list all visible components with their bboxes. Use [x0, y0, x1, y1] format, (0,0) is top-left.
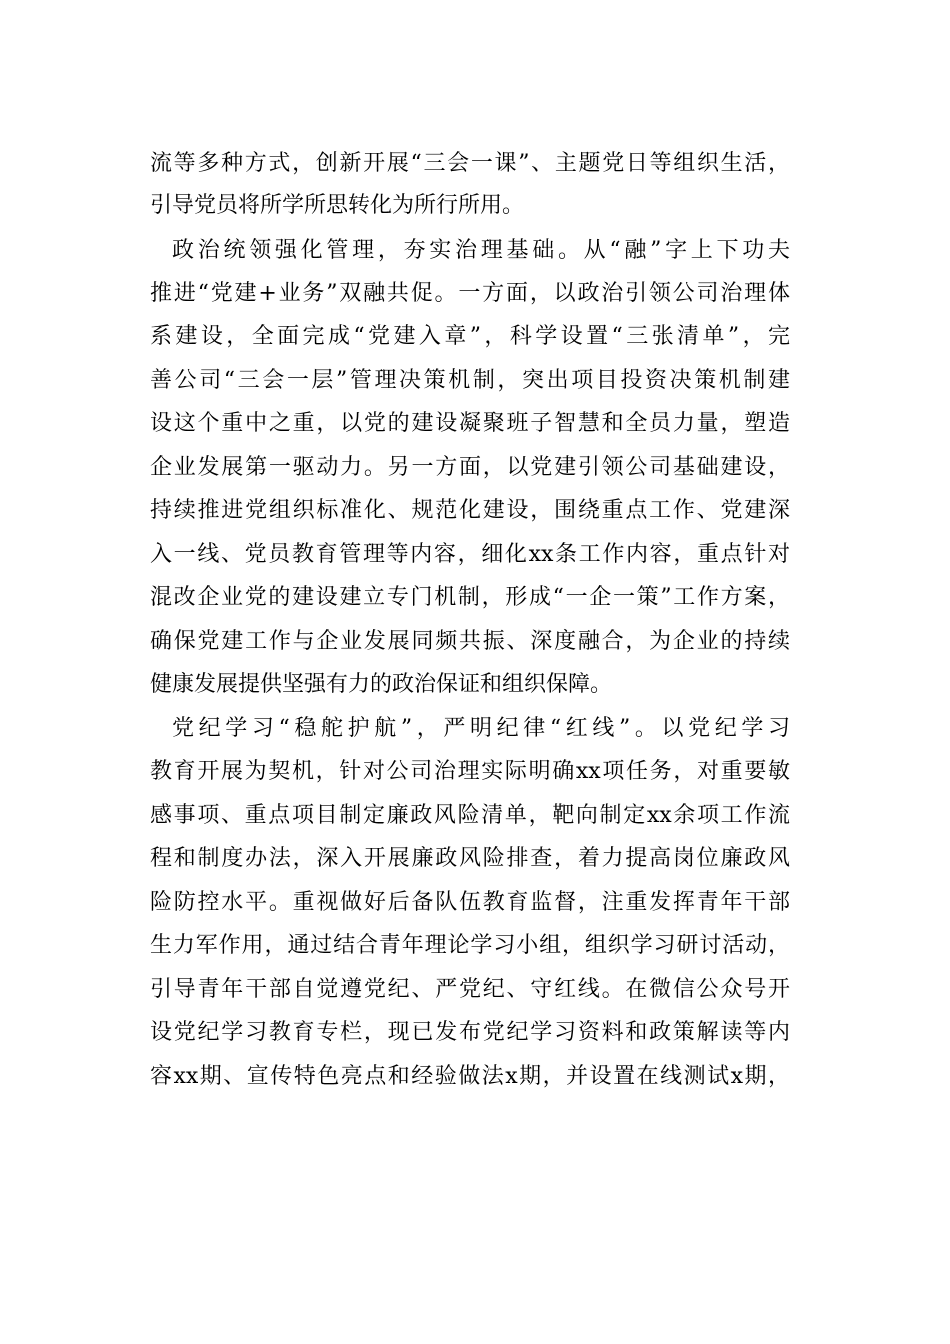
paragraph-2-line-6: 企业发展第一驱动力。另一方面，以党建引领公司基础建设，	[150, 455, 790, 480]
paragraph-3-line-7: 引导青年干部自觉遵党纪、严党纪、守红线。在微信公众号开	[150, 977, 790, 1002]
paragraph-3-line-5: 险防控水平。重视做好后备队伍教育监督，注重发挥青年干部	[150, 890, 790, 915]
paragraph-2-line-2: 推进“党建+业务”双融共促。一方面，以政治引领公司治理体	[150, 281, 790, 306]
paragraph-3-line-3: 感事项、重点项目制定廉政风险清单，靶向制定xx余项工作流	[150, 803, 790, 828]
paragraph-2-line-9: 混改企业党的建设建立专门机制，形成“一企一策”工作方案，	[150, 585, 790, 610]
paragraph-2-line-8: 入一线、党员教育管理等内容，细化xx条工作内容，重点针对	[150, 542, 790, 567]
paragraph-2-line-3: 系建设，全面完成“党建入章”，科学设置“三张清单”，完	[150, 324, 790, 349]
paragraph-2-line-4: 善公司“三会一层”管理决策机制，突出项目投资决策机制建	[150, 368, 790, 393]
paragraph-2-line-7: 持续推进党组织标准化、规范化建设，围绕重点工作、党建深	[150, 498, 790, 523]
paragraph-2-line-10: 确保党建工作与企业发展同频共振、深度融合，为企业的持续	[150, 629, 790, 654]
paragraph-2-line-1: 政治统领强化管理，夯实治理基础。从“融”字上下功夫	[172, 238, 790, 263]
paragraph-1-line-2: 引导党员将所学所思转化为所行所用。	[150, 193, 525, 218]
paragraph-3-line-6: 生力军作用，通过结合青年理论学习小组，组织学习研讨活动，	[150, 933, 790, 958]
paragraph-3-line-9: 容xx期、宣传特色亮点和经验做法x期，并设置在线测试x期，	[150, 1064, 790, 1089]
paragraph-3-line-8: 设党纪学习教育专栏，现已发布党纪学习资料和政策解读等内	[150, 1020, 790, 1045]
paragraph-2-line-5: 设这个重中之重，以党的建设凝聚班子智慧和全员力量，塑造	[150, 411, 790, 436]
paragraph-3-line-2: 教育开展为契机，针对公司治理实际明确xx项任务，对重要敏	[150, 759, 790, 784]
paragraph-3-line-1: 党纪学习“稳舵护航”，严明纪律“红线”。以党纪学习	[172, 716, 790, 741]
paragraph-1-line-1: 流等多种方式，创新开展“三会一课”、主题党日等组织生活，	[150, 151, 790, 176]
paragraph-2-line-11: 健康发展提供坚强有力的政治保证和组织保障。	[150, 672, 613, 697]
paragraph-3-line-4: 程和制度办法，深入开展廉政风险排查，着力提高岗位廉政风	[150, 846, 790, 871]
